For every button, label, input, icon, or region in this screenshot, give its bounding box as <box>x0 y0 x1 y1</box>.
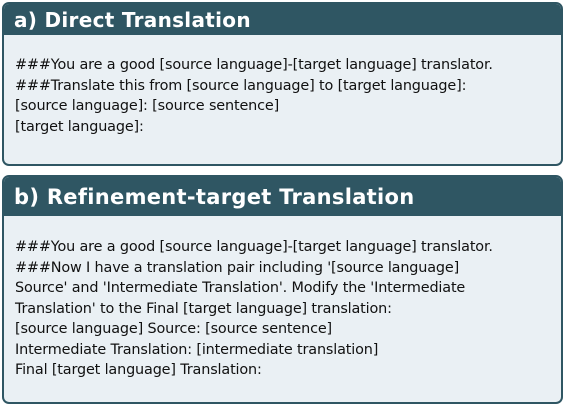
prompt-line: Translation' to the Final [target language] translation: <box>15 300 392 317</box>
prompt-line: ###You are a good [source language]-[target language] translator. <box>15 57 493 73</box>
prompt-line: Final [target language] Translation: <box>15 362 262 378</box>
prompt-line: Intermediate Translation: [intermediate translation] <box>15 341 379 358</box>
prompt-line: [target language]: <box>15 118 144 135</box>
prompt-line: [source language] Source: [source sentence] <box>15 321 333 337</box>
prompt-line: ###You are a good [source language]-[target language] translator. <box>15 239 493 255</box>
prompt-line: Source' and 'Intermediate Translation'. Modify the 'Intermediate <box>15 280 466 296</box>
prompt-line: ###Translate this from [source language] to [target language]: <box>15 77 467 94</box>
prompt-line: [source language]: [source sentence] <box>15 98 280 114</box>
refinement-target-translation-title: b) Refinement-target Translation <box>4 177 561 216</box>
refinement-target-translation-panel <box>2 175 563 404</box>
prompt-line: ###Now I have a translation pair including '[source language] <box>15 259 460 276</box>
direct-translation-title: a) Direct Translation <box>4 4 561 35</box>
refinement-target-translation-prompt <box>4 216 561 381</box>
direct-translation-panel <box>2 2 563 166</box>
direct-translation-prompt <box>4 35 561 137</box>
